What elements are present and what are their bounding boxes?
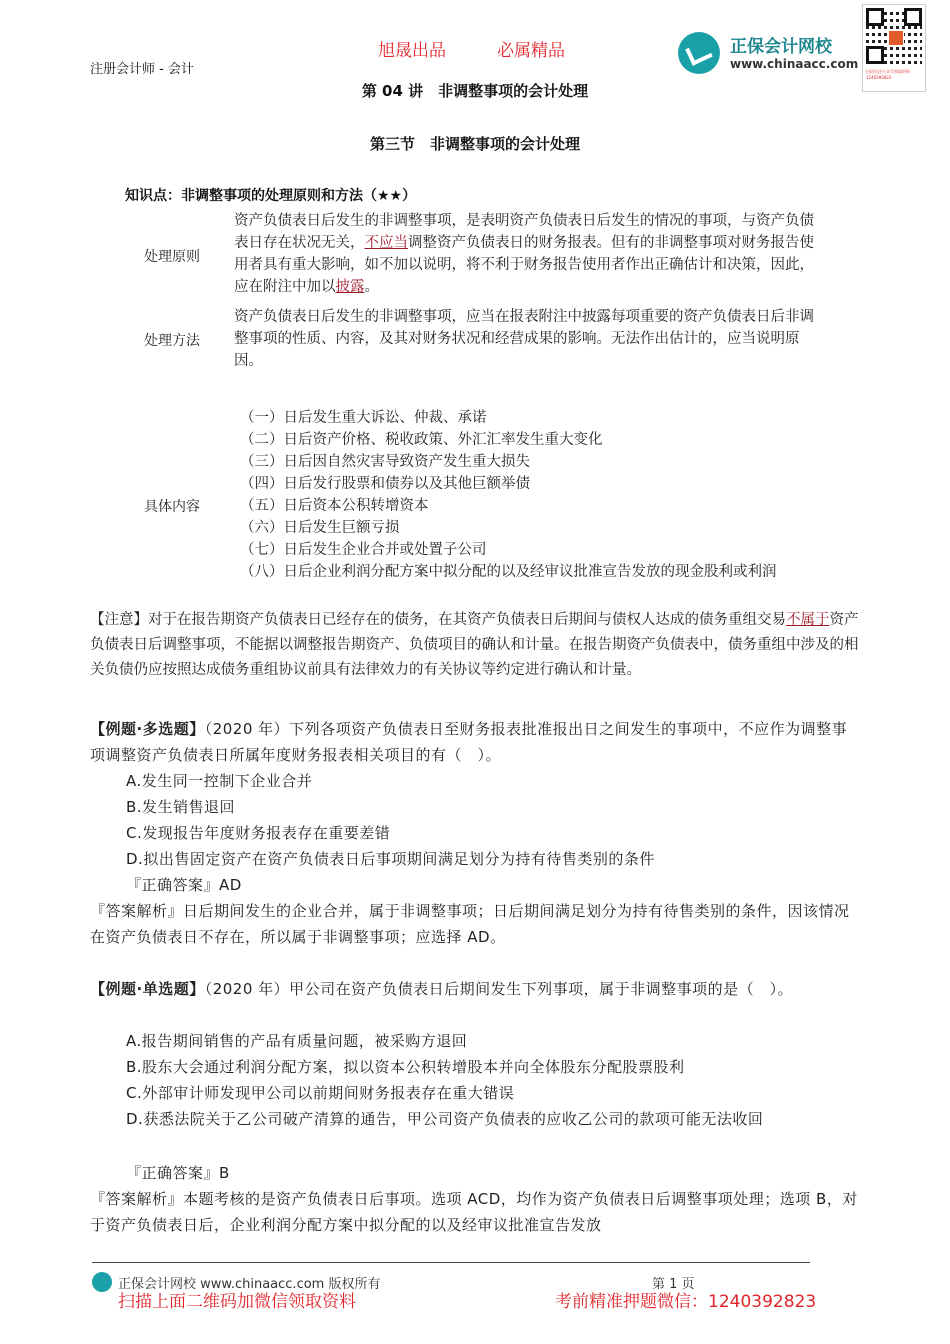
- option-item: B.发生销售退回: [126, 798, 236, 816]
- qr-caption: 扫码关注公众号领取资料 1240392823: [866, 69, 910, 80]
- list-item: （二）日后资产价格、税收政策、外汇汇率发生重大变化: [240, 432, 603, 448]
- method-label: 处理方法: [144, 333, 200, 349]
- footer-copyright: 正保会计网校 www.chinaacc.com 版权所有: [118, 1277, 381, 1292]
- option-item: A.发生同一控制下企业合并: [126, 772, 313, 790]
- option-item: D.拟出售固定资产在资产负债表日后事项期间满足划分为持有待售类别的条件: [126, 850, 655, 868]
- list-item: （七）日后发生企业合并或处置子公司: [240, 542, 487, 558]
- course-name: 注册会计师 - 会计: [90, 62, 194, 77]
- option-item: B.股东大会通过利润分配方案，拟以资本公积转增股本并向全体股东分配股票股利: [126, 1058, 685, 1076]
- list-item: （五）日后资本公积转增资本: [240, 498, 429, 514]
- option-item: C.外部审计师发现甲公司以前期间财务报表存在重大错误: [126, 1084, 515, 1102]
- qr-code: [862, 4, 926, 92]
- page-number: 第 1 页: [652, 1277, 695, 1292]
- list-item: （八）日后企业利润分配方案中拟分配的以及经审议批准宣告发放的现金股利或利润: [240, 564, 777, 580]
- section-title: 第三节 非调整事项的会计处理: [369, 135, 580, 153]
- example2-options: [126, 1028, 866, 1132]
- content-list: [240, 407, 830, 583]
- principle-text: 资产负债表日后发生的非调整事项，是表明资产负债表日后发生的情况的事项，与资产负债表日存在状况无关，不应当调整资产负债表日的财务报表。但有的非调整事项对财务报告使用者具有重大影响，如不加以说明，将不利于财务报告使用者作出正确估计和决策，因此，应在附注中加以披露。: [234, 213, 814, 295]
- method-text: 资产负债表日后发生的非调整事项，应当在报表附注中披露每项重要的资产负债表日后非调整事项的性质、内容，及其对财务状况和经营成果的影响。无法作出估计的，应当说明原因。: [234, 309, 814, 369]
- chinaacc-logo: [678, 30, 859, 78]
- list-item: （一）日后发生重大诉讼、仲裁、承诺: [240, 410, 487, 426]
- logo-icon: [678, 32, 720, 74]
- list-item: （六）日后发生巨额亏损: [240, 520, 400, 536]
- logo-url: www.chinaacc.com: [730, 57, 859, 71]
- lecture-title: 第 04 讲 非调整事项的会计处理: [361, 82, 589, 100]
- footer-logo-icon: [92, 1272, 112, 1292]
- note-paragraph: 【注意】对于在报告期资产负债表日已经存在的债务，在其资产负债表日后期间与债权人达成的债务重组交易不属于资产负债表日后调整事项，不能据以调整报告期资产、负债项目的确认和计量。在报告期资产负债表中，债务重组中涉及的相关负债仍应按照达成债务重组协议前具有法律效力的有关协议等约定进行确认和计量。: [90, 612, 859, 678]
- example1-options: [126, 768, 866, 898]
- emphasis-disclose: 披露: [335, 279, 365, 295]
- footer-promo-left: 扫描上面二维码加微信领取资料: [118, 1292, 356, 1312]
- option-item: A.报告期间销售的产品有质量问题，被采购方退回: [126, 1032, 468, 1050]
- option-item: C.发现报告年度财务报表存在重要差错: [126, 824, 391, 842]
- option-item: D.获悉法院关于乙公司破产清算的通告，甲公司资产负债表的应收乙公司的款项可能无法收回: [126, 1110, 764, 1128]
- qr-code-icon: [866, 8, 922, 64]
- list-item: （四）日后发行股票和债券以及其他巨额举债: [240, 476, 530, 492]
- content-label: 具体内容: [144, 499, 200, 515]
- brand-slogan-left: 旭晟出品: [378, 41, 446, 61]
- example2-analysis: 『答案解析』本题考核的是资产负债表日后事项。选项 ACD，均作为资产负债表日后调整事项处理；选项 B，对于资产负债表日后，企业利润分配方案中拟分配的以及经审议批准宣告发放: [90, 1190, 858, 1234]
- footer-divider: [92, 1262, 810, 1263]
- emphasis-not-adjust: 不应当: [364, 235, 408, 251]
- logo-title: 正保会计网校: [730, 37, 832, 57]
- list-item: （三）日后因自然灾害导致资产发生重大损失: [240, 454, 530, 470]
- brand-slogan-right: 必属精品: [497, 41, 565, 61]
- example1-stem: 【例题·多选题】（2020 年）下列各项资产负债表日至财务报表批准报出日之间发生的事项中，不应作为调整事项调整资产负债表日所属年度财务报表相关项目的有（ ）。: [90, 720, 848, 764]
- answer-text: 『正确答案』AD: [126, 876, 242, 894]
- knowledge-point-heading: 知识点：非调整事项的处理原则和方法（★★）: [125, 188, 417, 204]
- principle-label: 处理原则: [144, 249, 200, 265]
- example1-analysis: 『答案解析』日后期间发生的企业合并，属于非调整事项；日后期间满足划分为持有待售类别的条件，因该情况在资产负债表日不存在，所以属于非调整事项；应选择 AD。: [90, 902, 850, 946]
- emphasis-not-belong: 不属于: [786, 612, 830, 628]
- footer-promo-right: 考前精准押题微信：1240392823: [555, 1292, 817, 1312]
- example2-stem: 【例题·单选题】（2020 年）甲公司在资产负债表日后期间发生下列事项，属于非调整事项的是（ ）。: [90, 980, 794, 998]
- example2-answer: 『正确答案』B: [126, 1164, 230, 1182]
